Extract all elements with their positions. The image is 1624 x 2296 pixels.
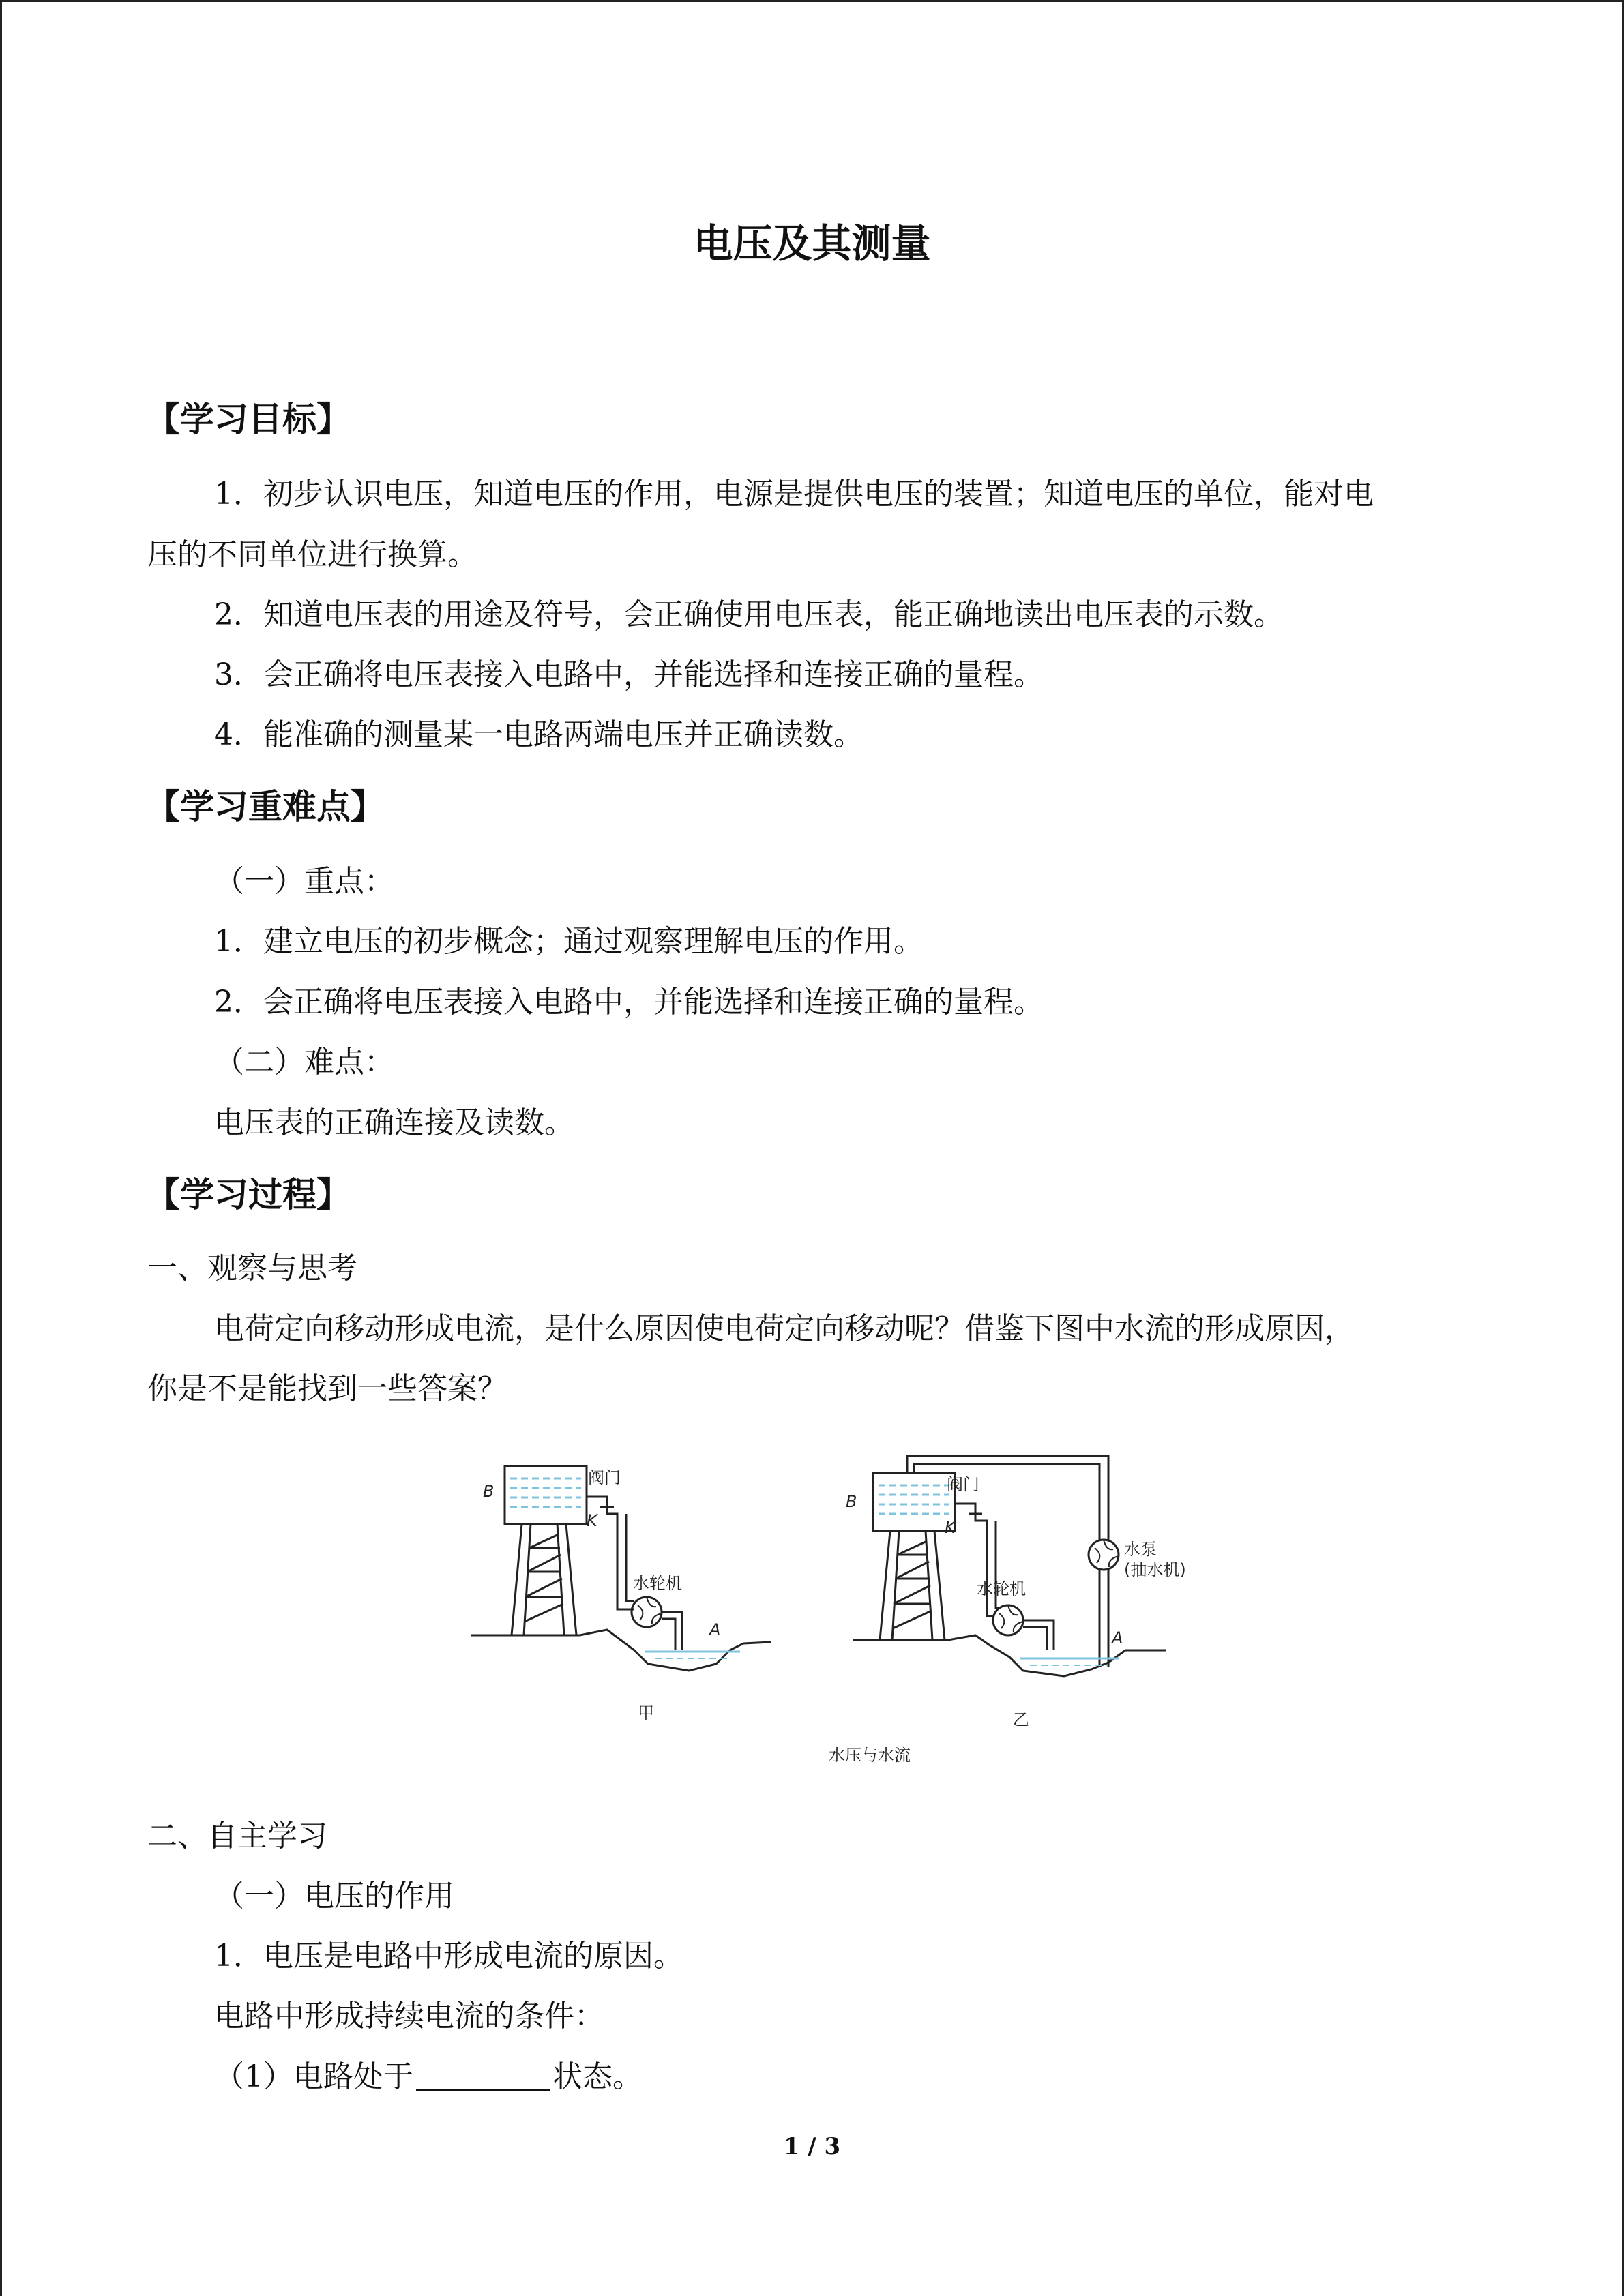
right-caption: 乙 bbox=[1013, 1710, 1029, 1729]
page-title: 电压及其测量 bbox=[693, 220, 931, 267]
right-label-valve: 阀门 bbox=[947, 1475, 979, 1494]
right-tank bbox=[873, 1473, 955, 1531]
part1-text-line2: 你是不是能找到一些答案？ bbox=[147, 1371, 507, 1406]
key-points-heading: 【学习重难点】 bbox=[146, 787, 385, 826]
condition-1-prefix: （1）电路处于 bbox=[214, 2059, 413, 2094]
right-turbine bbox=[993, 1605, 1023, 1635]
right-label-b: B bbox=[846, 1492, 857, 1511]
difficulty-label: （二）难点： bbox=[214, 1045, 394, 1079]
left-turbine bbox=[632, 1597, 662, 1627]
condition-1 bbox=[214, 2057, 643, 2098]
process-heading: 【学习过程】 bbox=[146, 1175, 351, 1214]
goal-item-1: 1．初步认识电压，知道电压的作用，电源是提供电压的装置；知道电压的单位，能对电 bbox=[214, 477, 1374, 511]
part1-text-line1: 电荷定向移动形成电流，是什么原因使电荷定向移动呢？借鉴下图中水流的形成原因， bbox=[214, 1311, 1355, 1346]
figure-caption: 水压与水流 bbox=[829, 1746, 911, 1765]
page-left-border bbox=[0, 0, 2, 2296]
goal-item-1-cont: 压的不同单位进行换算。 bbox=[147, 537, 477, 572]
left-label-turbine: 水轮机 bbox=[633, 1574, 682, 1593]
right-label-k: K bbox=[945, 1518, 956, 1537]
condition-text: 电路中形成持续电流的条件： bbox=[214, 1999, 604, 2033]
left-label-valve: 阀门 bbox=[588, 1468, 621, 1487]
goal-item-4: 4．能准确的测量某一电路两端电压并正确读数。 bbox=[214, 717, 863, 752]
focus-item-2: 2．会正确将电压表接入电路中，并能选择和连接正确的量程。 bbox=[214, 985, 1044, 1019]
left-tower bbox=[512, 1524, 576, 1635]
right-tower bbox=[880, 1531, 945, 1640]
left-label-b: B bbox=[483, 1482, 494, 1501]
right-label-a: A bbox=[1112, 1628, 1123, 1648]
focus-item-1: 1．建立电压的初步概念；通过观察理解电压的作用。 bbox=[214, 924, 924, 959]
goal-item-3: 3．会正确将电压表接入电路中，并能选择和连接正确的量程。 bbox=[214, 657, 1044, 692]
page-top-border bbox=[0, 0, 1624, 2]
left-label-k: K bbox=[587, 1511, 597, 1530]
right-pump bbox=[1089, 1540, 1119, 1570]
sub1-title: （一）电压的作用 bbox=[214, 1879, 454, 1913]
condition-1-suffix: 状态。 bbox=[552, 2059, 643, 2094]
condition-1-blank[interactable] bbox=[416, 2060, 550, 2091]
right-pipe bbox=[955, 1504, 1003, 1616]
difficulty-text: 电压表的正确连接及读数。 bbox=[214, 1105, 574, 1140]
goals-heading: 【学习目标】 bbox=[146, 400, 351, 439]
left-label-a: A bbox=[709, 1620, 721, 1639]
part2-title: 二、自主学习 bbox=[147, 1819, 327, 1853]
left-caption: 甲 bbox=[638, 1703, 654, 1723]
point1-text: 1．电压是电路中形成电流的原因。 bbox=[214, 1939, 683, 1973]
right-label-pump-sub: (抽水机) bbox=[1124, 1560, 1186, 1579]
focus-label: （一）重点： bbox=[214, 864, 394, 899]
part1-title: 一、观察与思考 bbox=[147, 1251, 357, 1285]
page-number: 1 / 3 bbox=[783, 2133, 841, 2160]
left-tank bbox=[505, 1466, 587, 1524]
left-ground bbox=[471, 1630, 771, 1671]
right-label-pump: 水泵 bbox=[1124, 1540, 1157, 1559]
goal-item-2: 2．知道电压表的用途及符号，会正确使用电压表，能正确地读出电压表的示数。 bbox=[214, 597, 1284, 632]
water-pressure-figure bbox=[471, 1446, 1187, 1773]
right-label-turbine: 水轮机 bbox=[977, 1579, 1026, 1598]
